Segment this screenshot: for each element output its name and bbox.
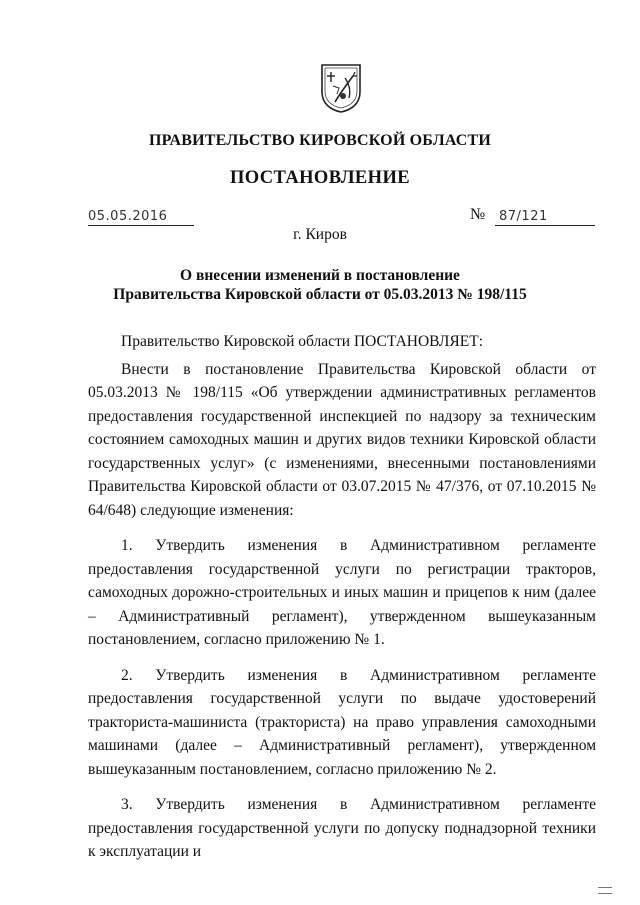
body-paragraph-main: Внести в постановление Правительства Кировской области от 05.03.2013 № 198/115 «Об утверждении административных регламентов предоставления государственной инспекцией по надзору за техническим состоянием самоходных машин и других видов техники Кировской области государственных услуг» (с изменениями, внесенными постановлениями Правительства Кировской области от 03.07.2015 № 47/376, от 07.10.2015 № 64/648) следующие изменения: (88, 360, 596, 519)
city: г. Киров (293, 226, 347, 243)
number-label: № (470, 206, 486, 223)
government-title: ПРАВИТЕЛЬСТВО КИРОВСКОЙ ОБЛАСТИ (148, 132, 492, 149)
body-paragraph-item-3: 3. Утвердить изменения в Административном регламенте предоставления государственной услуги по допуску поднадзорной техники к эксплуатации и (88, 796, 596, 860)
body-paragraph-preamble: Правительство Кировской области ПОСТАНОВЛЯЕТ: (121, 333, 484, 350)
document-date: 05.05.2016 (88, 209, 194, 226)
subject-line-2: Правительства Кировской области от 05.03.2013 № 198/115 (113, 286, 527, 303)
scan-mark (598, 887, 612, 888)
document-number: 87/121 (495, 209, 595, 226)
body-paragraph-item-2: 2. Утвердить изменения в Административном регламенте предоставления государственной услуги по выдаче удостоверений тракториста-машиниста (тракториста) на право управления самоходными машинами (далее – Административный регламент), утвержденном вышеуказанным постановлением, согласно приложению № 2. (88, 666, 596, 778)
document-subject (0, 266, 640, 304)
coat-of-arms-icon (319, 62, 363, 114)
subject-line-1: О внесении изменений в постановление (180, 267, 460, 284)
scan-mark (598, 893, 612, 894)
document-type-title: ПОСТАНОВЛЕНИЕ (229, 168, 410, 188)
document-body (88, 330, 596, 864)
body-paragraph-item-1: 1. Утвердить изменения в Административном регламенте предоставления государственной услуги по регистрации тракторов, самоходных дорожно-строительных и иных машин и прицепов к ним (далее – Административный регламент), утвержденном вышеуказанным постановлением, согласно приложению № 1. (88, 537, 596, 648)
